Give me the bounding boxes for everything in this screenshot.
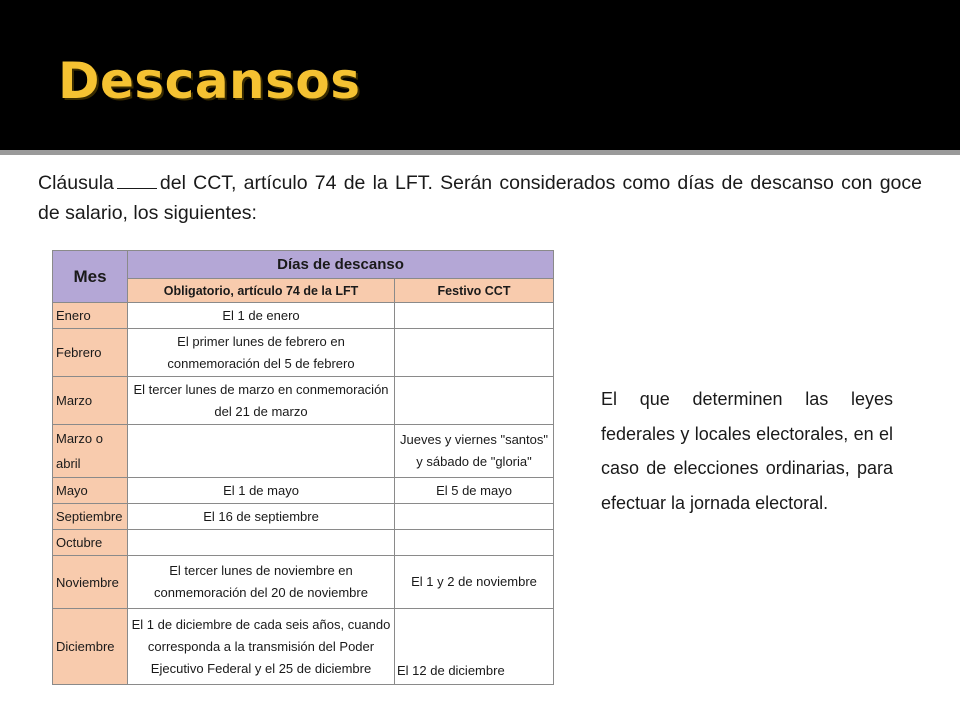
festivo-cell: El 12 de diciembre	[395, 609, 554, 685]
obligatorio-cell: El tercer lunes de marzo en conmemoración del 21 de marzo	[128, 377, 395, 425]
title-divider	[0, 150, 960, 155]
obligatorio-cell	[128, 530, 395, 556]
table-row	[53, 530, 554, 556]
obligatorio-cell: El 1 de mayo	[128, 478, 395, 504]
header-obligatorio: Obligatorio, artículo 74 de la LFT	[128, 279, 395, 303]
festivo-cell	[395, 329, 554, 377]
header-festivo: Festivo CCT	[395, 279, 554, 303]
festivo-cell: Jueves y viernes "santos" y sábado de "gloria"	[395, 425, 554, 478]
table-row	[53, 377, 554, 425]
festivo-cell	[395, 377, 554, 425]
title-bar	[0, 0, 960, 150]
festivo-cell: El 1 y 2 de noviembre	[395, 556, 554, 609]
table-row	[53, 329, 554, 377]
table-row	[53, 504, 554, 530]
month-cell: Marzo o abril	[53, 425, 128, 478]
intro-text-rest: del CCT, artículo 74 de la LFT. Serán considerados como días de descanso con goce de salario, los siguientes:	[38, 172, 922, 224]
table-header-row	[53, 251, 554, 279]
table-row	[53, 556, 554, 609]
intro-paragraph	[38, 168, 922, 228]
obligatorio-cell: El tercer lunes de noviembre en conmemoración del 20 de noviembre	[128, 556, 395, 609]
festivo-cell	[395, 504, 554, 530]
table-subheader-row	[53, 279, 554, 303]
header-dias-descanso: Días de descanso	[128, 251, 554, 279]
festivo-cell	[395, 303, 554, 329]
month-cell: Octubre	[53, 530, 128, 556]
table-row	[53, 303, 554, 329]
intro-text-start: Cláusula	[38, 172, 114, 194]
obligatorio-cell: El 1 de enero	[128, 303, 395, 329]
month-cell: Febrero	[53, 329, 128, 377]
slide-title: Descansos	[58, 52, 361, 110]
month-cell: Marzo	[53, 377, 128, 425]
electoral-note: El que determinen las leyes federales y locales electorales, en el caso de elecciones ordinarias, para efectuar la jornada electoral.	[601, 389, 893, 513]
blank-line	[117, 187, 157, 189]
obligatorio-cell: El 16 de septiembre	[128, 504, 395, 530]
table-row	[53, 609, 554, 685]
rest-days-table	[52, 250, 554, 685]
month-cell: Enero	[53, 303, 128, 329]
month-cell: Septiembre	[53, 504, 128, 530]
obligatorio-cell: El primer lunes de febrero en conmemoración del 5 de febrero	[128, 329, 395, 377]
month-cell: Noviembre	[53, 556, 128, 609]
festivo-cell	[395, 530, 554, 556]
month-cell: Mayo	[53, 478, 128, 504]
table-row	[53, 478, 554, 504]
header-mes: Mes	[53, 251, 128, 303]
obligatorio-cell	[128, 425, 395, 478]
table-row	[53, 425, 554, 478]
festivo-cell: El 5 de mayo	[395, 478, 554, 504]
obligatorio-cell: El 1 de diciembre de cada seis años, cuando corresponda a la transmisión del Poder Ejecutivo Federal y el 25 de diciembre	[128, 609, 395, 685]
month-cell: Diciembre	[53, 609, 128, 685]
